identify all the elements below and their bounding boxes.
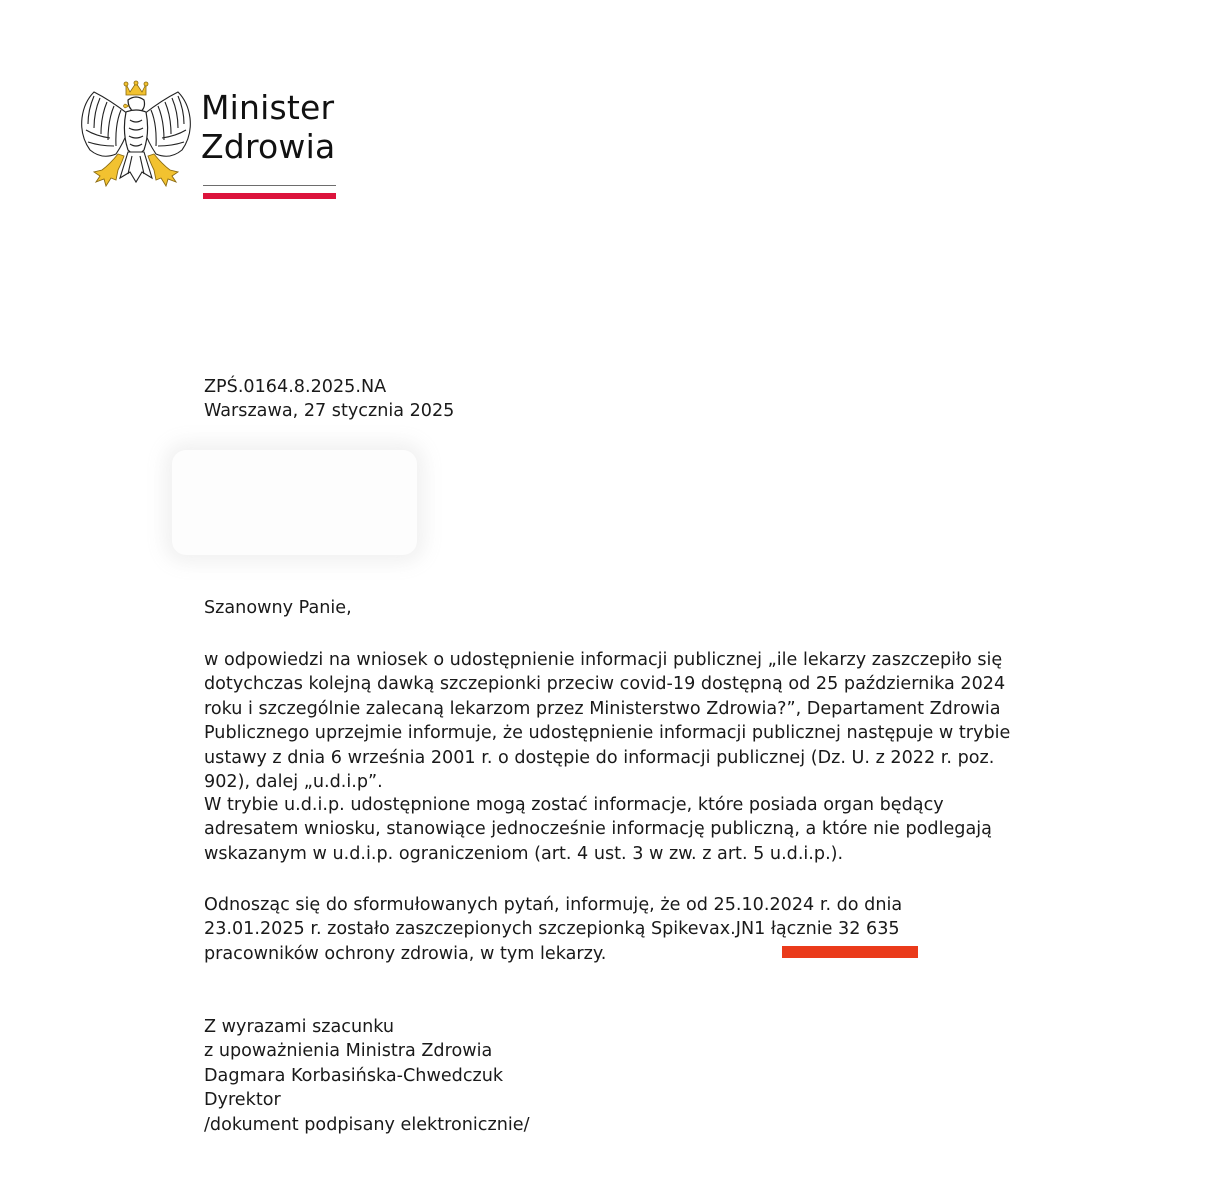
paragraph-line: ustawy z dnia 6 września 2001 r. o dostępie do informacji publicznej (Dz. U. z 2022 r. poz. xyxy=(204,747,995,768)
polish-eagle-emblem-icon xyxy=(80,80,192,200)
signatory-name: Dagmara Korbasińska-Chwedczuk xyxy=(204,1065,504,1086)
greeting: Szanowny Panie, xyxy=(204,598,352,618)
header-divider-thin xyxy=(203,185,336,186)
paragraph-line: w odpowiedzi na wniosek o udostępnienie informacji publicznej „ile lekarzy zaszczepiło się xyxy=(204,650,1003,670)
paragraph-line: pracowników ochrony zdrowia, w tym lekarzy. xyxy=(204,943,607,964)
paragraph-1 xyxy=(204,648,1010,794)
ministry-name xyxy=(201,88,335,166)
paragraph-line: adresatem wniosku, stanowiące jednocześnie informację publiczną, a które nie podlegają xyxy=(204,819,992,840)
paragraph-line: 902), dalej „u.d.i.p”. xyxy=(204,772,383,793)
paragraph-line: 23.01.2025 r. zostało zaszczepionych szczepionką Spikevax.JN1 łącznie 32 635 xyxy=(204,919,900,940)
paragraph-2 xyxy=(204,793,992,866)
paragraph-line: W trybie u.d.i.p. udostępnione mogą zostać informacje, które posiada organ będący xyxy=(204,795,944,815)
signatory-title: Dyrektor xyxy=(204,1090,281,1111)
letterhead xyxy=(80,80,350,205)
signature-block xyxy=(204,1015,530,1137)
case-number: ZPŚ.0164.8.2025.NA xyxy=(204,377,387,397)
e-signature-note: /dokument podpisany elektronicznie/ xyxy=(204,1114,530,1135)
redacted-addressee xyxy=(172,450,417,555)
header-divider-red xyxy=(203,193,336,199)
reference-block xyxy=(204,375,454,424)
ministry-name-line2: Zdrowia xyxy=(201,127,336,166)
paragraph-line: Odnosząc się do sformułowanych pytań, informuję, że od 25.10.2024 r. do dnia xyxy=(204,895,903,915)
place-date: Warszawa, 27 stycznia 2025 xyxy=(204,401,455,422)
paragraph-line: roku i szczególnie zalecaną lekarzom przez Ministerstwo Zdrowia?”, Departament Zdrowia xyxy=(204,698,1001,719)
paragraph-line: wskazanym w u.d.i.p. ograniczeniom (art. 4 ust. 3 w zw. z art. 5 u.d.i.p.). xyxy=(204,843,844,864)
highlight-underline xyxy=(782,946,918,958)
paragraph-line: dotychczas kolejną dawką szczepionki przeciw covid-19 dostępną od 25 października 2024 xyxy=(204,674,1006,695)
paragraph-line: Publicznego uprzejmie informuje, że udostępnienie informacji publicznej następuje w trybie xyxy=(204,723,1011,744)
ministry-name-line1: Minister xyxy=(201,88,335,127)
closing-phrase: Z wyrazami szacunku xyxy=(204,1017,395,1037)
authorization-line: z upoważnienia Ministra Zdrowia xyxy=(204,1041,493,1062)
